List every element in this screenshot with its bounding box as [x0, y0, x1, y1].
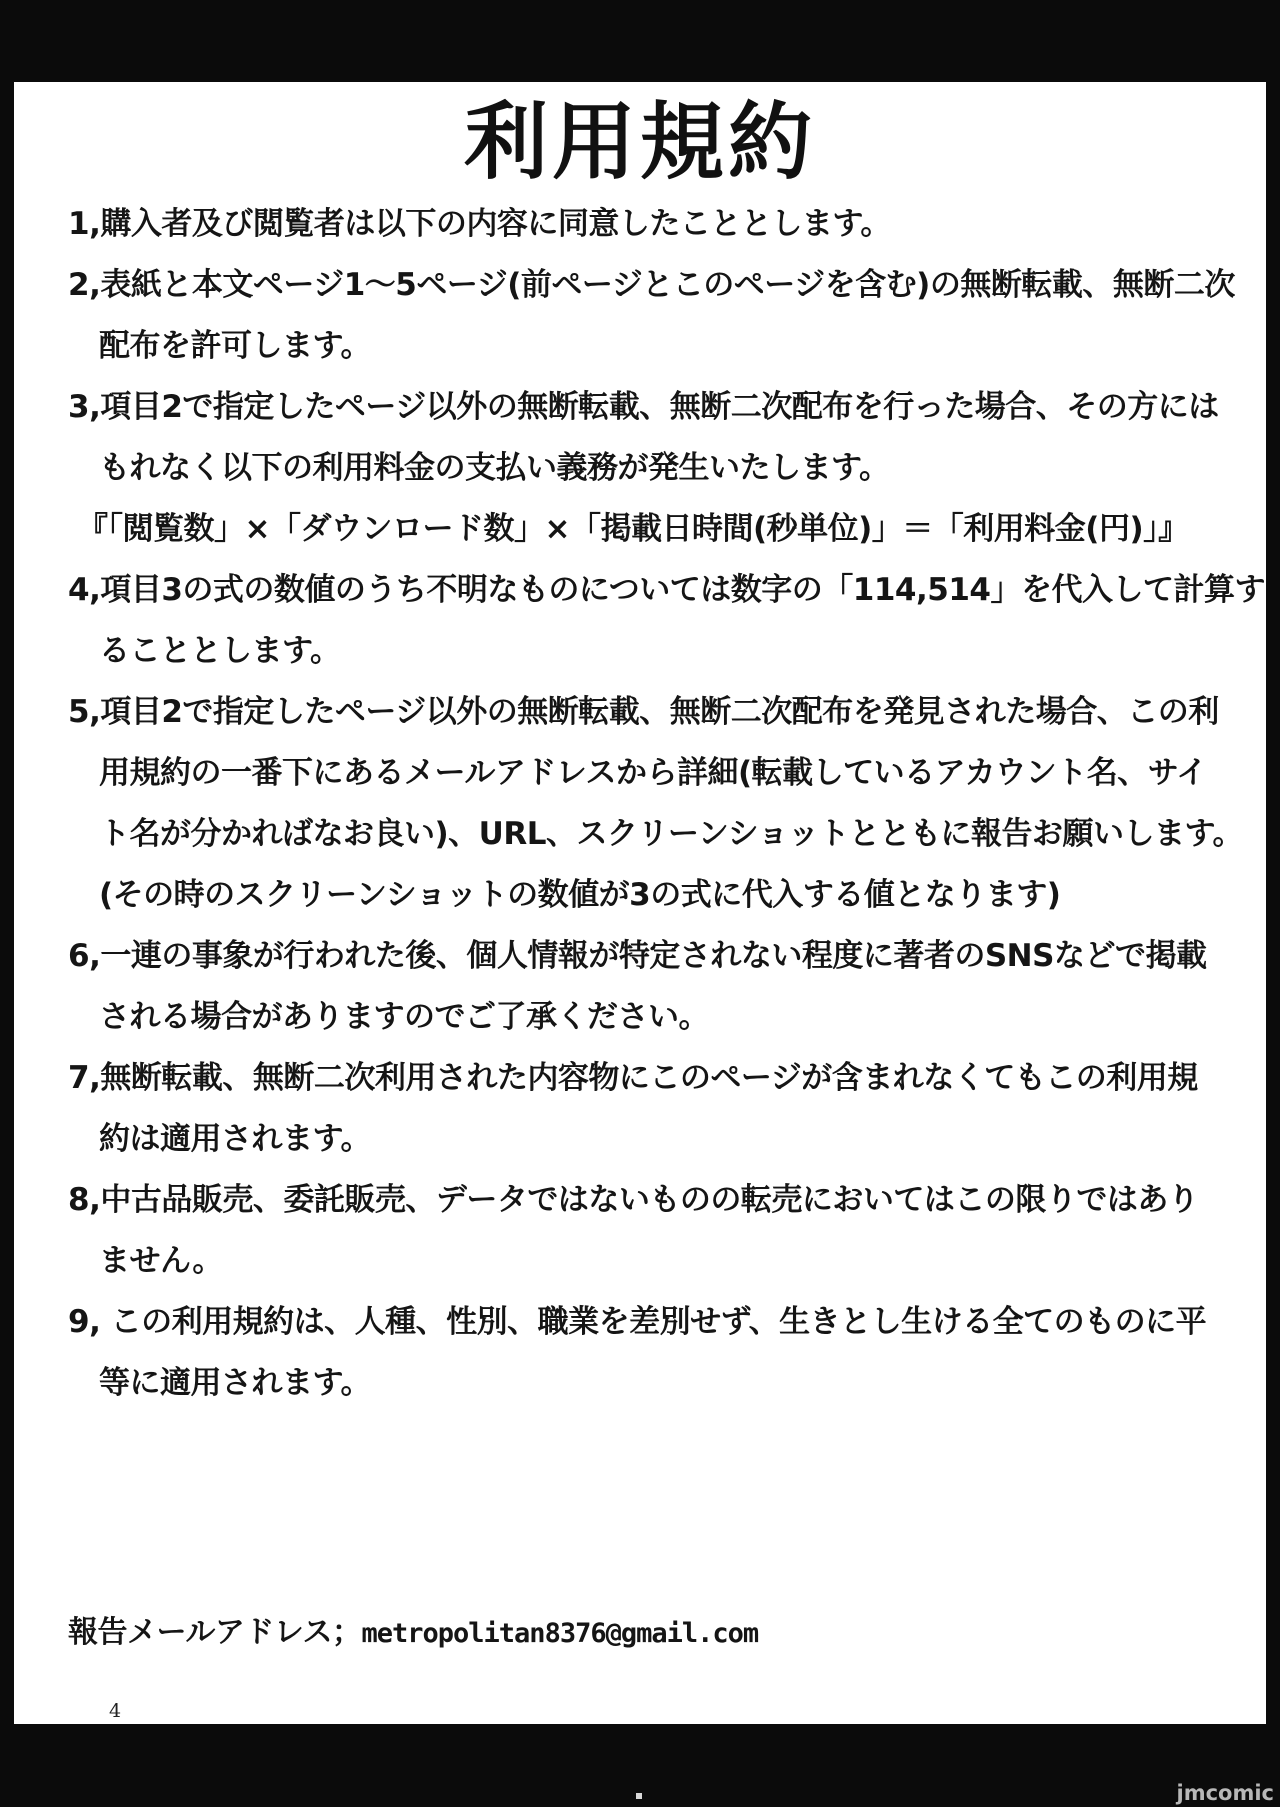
report-email-label: 報告メールアドレス； [68, 1615, 362, 1650]
clause-8: 8,中古品販売、委託販売、データではないものの転売においてはこの限りではあり [68, 1182, 1199, 1218]
clause-8-continued: ません。 [99, 1243, 223, 1279]
clause-4: 4,項目3の式の数値のうち不明なものについては数字の「114,514」を代入して計算す [68, 572, 1265, 608]
clause-9: 9, この利用規約は、人種、性別、職業を差別せず、生きとし生ける全てのものに平 [68, 1304, 1207, 1340]
clause-4-continued: ることとします。 [99, 633, 341, 669]
clause-2: 2,表紙と本文ページ1～5ページ(前ページとこのページを含む)の無断転載、無断二次 [68, 267, 1235, 303]
watermark-logo: jmcomic [1176, 1781, 1274, 1805]
scan-mark [636, 1793, 642, 1799]
clause-2-continued: 配布を許可します。 [99, 328, 372, 364]
clause-5-note: (その時のスクリーンショットの数値が3の式に代入する値となります) [99, 877, 1061, 913]
page-title: 利用規約 [463, 93, 816, 191]
page-number: 4 [109, 1700, 122, 1722]
clause-5-continued: 用規約の一番下にあるメールアドレスから詳細(転載しているアカウント名、サイ [99, 755, 1207, 791]
report-email-address[interactable]: metropolitan8376@gmail.com [361, 1618, 759, 1649]
clause-1: 1,購入者及び閲覧者は以下の内容に同意したこととします。 [68, 206, 891, 242]
clause-5: 5,項目2で指定したページ以外の無断転載、無断二次配布を発見された場合、この利 [68, 694, 1219, 730]
clause-6: 6,一連の事象が行われた後、個人情報が特定されない程度に著者のSNSなどで掲載 [68, 938, 1207, 974]
clause-7-continued: 約は適用されます。 [99, 1121, 372, 1157]
document-page [14, 82, 1266, 1724]
terms-list [68, 194, 1265, 1414]
clause-3: 3,項目2で指定したページ以外の無断転載、無断二次配布を行った場合、その方には [68, 389, 1219, 425]
clause-7: 7,無断転載、無断二次利用された内容物にこのページが含まれなくてもこの利用規 [68, 1060, 1198, 1096]
fee-formula: 『「閲覧数」×「ダウンロード数」×「掲載日時間(秒単位)」＝「利用料金(円)」』 [77, 511, 1189, 547]
clause-5-continued: ト名が分かればなお良い)、URL、スクリーンショットとともに報告お願いします。 [99, 816, 1243, 852]
report-email-line [68, 1607, 758, 1651]
clause-6-continued: される場合がありますのでご了承ください。 [99, 999, 709, 1035]
clause-3-continued: もれなく以下の利用料金の支払い義務が発生いたします。 [99, 450, 890, 486]
clause-9-continued: 等に適用されます。 [99, 1365, 372, 1401]
